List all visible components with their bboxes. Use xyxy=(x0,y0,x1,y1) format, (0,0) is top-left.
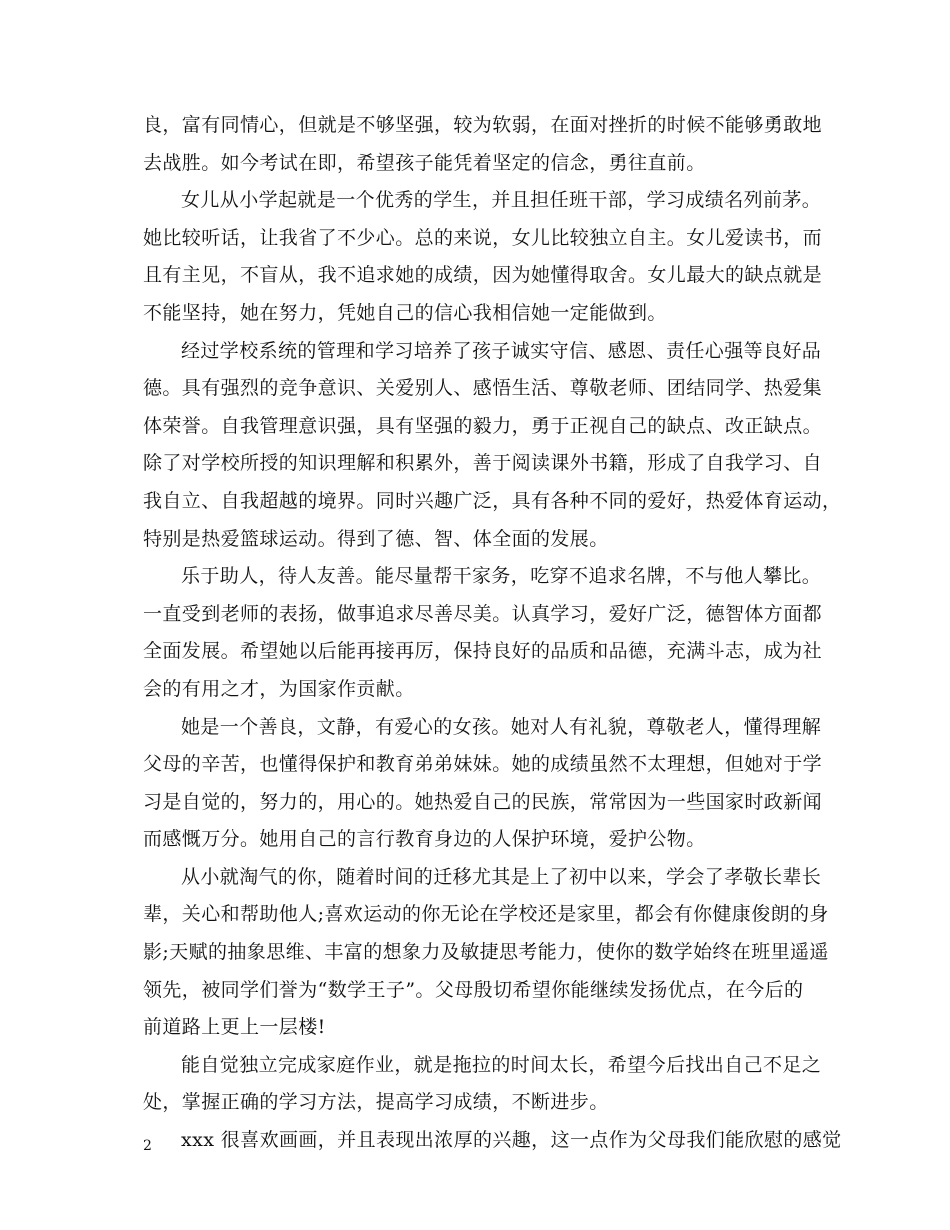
text-line: 乐于助人，待人友善。能尽量帮干家务，吃穿不追求名牌，不与他人攀比。 xyxy=(181,565,822,588)
text-line: 领先，被同学们誉为“数学王子”。父母殷切希望你能继续发扬优点，在今后的 xyxy=(143,978,804,1001)
text-line: 经过学校系统的管理和学习培养了孩子诚实守信、感恩、责任心强等良好品 xyxy=(181,339,822,362)
text-line: 父母的辛苦，也懂得保护和教育弟弟妹妹。她的成绩虽然不太理想，但她对于学 xyxy=(143,753,823,776)
text-line: 她比较听话，让我省了不少心。总的来说，女儿比较独立自主。女儿爱读书，而 xyxy=(143,226,823,249)
text-line: 会的有用之才，为国家作贡献。 xyxy=(143,677,415,700)
text-line: 女儿从小学起就是一个优秀的学生，并且担任班干部，学习成绩名列前茅。 xyxy=(181,189,822,212)
text-line: 去战胜。如今考试在即，希望孩子能凭着坚定的信念，勇往直前。 xyxy=(143,151,706,174)
text-line: 影;天赋的抽象思维、丰富的想象力及敏捷思考能力，使你的数学始终在班里遥遥 xyxy=(143,941,829,964)
text-line: 德。具有强烈的竞争意识、关爱别人、感悟生活、尊敬老师、团结同学、热爱集 xyxy=(143,377,823,400)
text-line: 全面发展。希望她以后能再接再厉，保持良好的品质和品德，充满斗志，成为社 xyxy=(143,640,823,663)
page-number: 2 xyxy=(143,1138,152,1154)
text-line: 前道路上更上一层楼! xyxy=(143,1016,326,1039)
text-line: 良，富有同情心，但就是不够坚强，较为软弱，在面对挫折的时候不能够勇敢地 xyxy=(143,114,823,136)
text-line: 我自立、自我超越的境界。同时兴趣广泛，具有各种不同的爱好，热爱体育运动， xyxy=(143,489,842,512)
text-line: 且有主见，不盲从，我不追求她的成绩，因为她懂得取舍。女儿最大的缺点就是 xyxy=(143,264,823,287)
text-line: 而感慨万分。她用自己的言行教育身边的人保护环境，爱护公物。 xyxy=(143,828,706,851)
text-line: 习是自觉的，努力的，用心的。她热爱自己的民族，常常因为一些国家时政新闻 xyxy=(143,790,823,813)
text-line: xxx 很喜欢画画，并且表现出浓厚的兴趣，这一点作为父母我们能欣慰的感觉 xyxy=(181,1129,842,1152)
text-line: 特别是热爱篮球运动。得到了德、智、体全面的发展。 xyxy=(143,527,609,550)
text-line: 处，掌握正确的学习方法，提高学习成绩，不断进步。 xyxy=(143,1091,609,1114)
text-line: 体荣誉。自我管理意识强，具有坚强的毅力，勇于正视自己的缺点、改正缺点。 xyxy=(143,414,823,437)
text-line: 除了对学校所授的知识理解和积累外，善于阅读课外书籍，形成了自我学习、自 xyxy=(143,452,823,475)
text-line: 不能坚持，她在努力，凭她自己的信心我相信她一定能做到。 xyxy=(143,301,667,324)
text-line: 辈，关心和帮助他人;喜欢运动的你无论在学校还是家里，都会有你健康俊朗的身 xyxy=(143,903,829,926)
text-line: 从小就淘气的你，随着时间的迁移尤其是上了初中以来，学会了孝敬长辈长 xyxy=(181,865,822,888)
text-line: 她是一个善良，文静，有爱心的女孩。她对人有礼貌，尊敬老人，懂得理解 xyxy=(181,715,822,738)
document-body xyxy=(143,110,842,1163)
text-line: 一直受到老师的表扬，做事追求尽善尽美。认真学习，爱好广泛，德智体方面都 xyxy=(143,602,823,625)
text-line: 能自觉独立完成家庭作业，就是拖拉的时间太长，希望今后找出自己不足之 xyxy=(181,1053,822,1076)
